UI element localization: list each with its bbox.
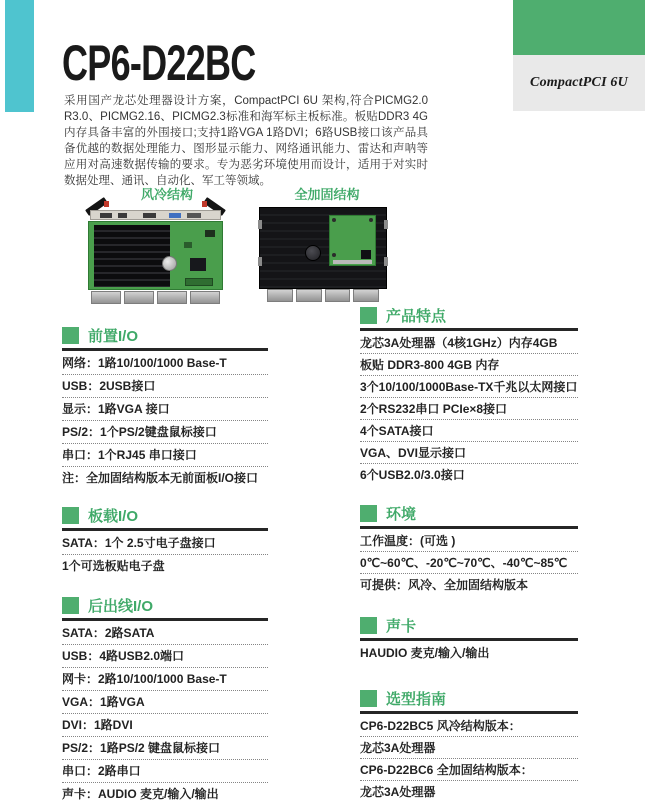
section-environment xyxy=(360,503,578,596)
section-title: 环境 xyxy=(386,505,417,523)
spec-row: SATA：2路SATA xyxy=(62,622,268,645)
section-bullet-icon xyxy=(360,505,377,522)
pcb-window xyxy=(329,215,376,266)
spec-row: DVI：1路DVI xyxy=(62,714,268,737)
section-title: 声卡 xyxy=(386,617,417,635)
coin-battery xyxy=(162,256,177,271)
rugged-board-photo xyxy=(259,207,387,302)
section-rear-io xyxy=(62,595,268,806)
air-cooled-board-photo xyxy=(83,196,228,304)
spec-row: 网卡：2路10/100/1000 Base-T xyxy=(62,668,268,691)
heatsink xyxy=(94,225,170,287)
spec-row: 3个10/100/1000Base-TX千兆以太网接口 xyxy=(360,376,578,398)
spec-row: 龙芯3A处理器 xyxy=(360,785,436,799)
spec-row: 龙芯3A处理器（4核1GHz）内存4GB xyxy=(360,332,578,354)
backplane-connectors xyxy=(267,289,379,302)
section-selection-guide xyxy=(360,688,578,803)
spec-row: VGA：1路VGA xyxy=(62,691,268,714)
spec-row: USB：2USB接口 xyxy=(62,375,268,398)
section-title: 板载I/O xyxy=(88,507,139,525)
spec-row: 串口：1个RJ45 串口接口 xyxy=(62,444,268,467)
spec-row: PS/2：1路PS/2 键盘鼠标接口 xyxy=(62,737,268,760)
section-title: 前置I/O xyxy=(88,327,139,345)
section-title: 产品特点 xyxy=(386,307,447,325)
spec-row: PS/2：1个PS/2键盘鼠标接口 xyxy=(62,421,268,444)
backplane-connectors xyxy=(91,291,220,304)
chip xyxy=(190,258,206,271)
memory-slot xyxy=(185,278,213,286)
spec-row: 声卡：AUDIO 麦克/输入/输出 xyxy=(62,787,219,801)
spec-row: SATA：1个 2.5寸电子盘接口 xyxy=(62,532,268,555)
section-divider xyxy=(360,711,578,714)
front-panel xyxy=(90,210,221,220)
spec-row: VGA、DVI显示接口 xyxy=(360,442,578,464)
section-divider xyxy=(360,328,578,331)
section-bullet-icon xyxy=(360,307,377,324)
spec-row: 显示：1路VGA 接口 xyxy=(62,398,268,421)
section-bullet-icon xyxy=(360,690,377,707)
battery-cover xyxy=(305,245,321,261)
form-factor-badge xyxy=(513,55,645,111)
spec-row: 龙芯3A处理器 xyxy=(360,737,578,759)
spec-row: CP6-D22BC5 风冷结构版本： xyxy=(360,715,578,737)
section-divider xyxy=(62,528,268,531)
badge-label: CompactPCI 6U xyxy=(530,75,628,90)
section-bullet-icon xyxy=(62,507,79,524)
section-bullet-icon xyxy=(62,327,79,344)
section-onboard-io xyxy=(62,505,268,578)
spec-row: 板贴 DDR3-800 4GB 内存 xyxy=(360,354,578,376)
section-divider xyxy=(62,348,268,351)
spec-row: 可提供：风冷、全加固结构版本 xyxy=(360,578,529,592)
pcb xyxy=(88,221,223,290)
rugged-label: 全加固结构 xyxy=(294,187,360,202)
section-sound xyxy=(360,615,578,664)
spec-row: 注：全加固结构版本无前面板I/O接口 xyxy=(62,471,259,485)
section-title: 后出线I/O xyxy=(88,597,154,615)
spec-row: HAUDIO 麦克/输入/输出 xyxy=(360,646,490,660)
spec-row: 0℃~60℃、-20℃~70℃、-40℃~85℃ xyxy=(360,552,578,574)
spec-row: 串口：2路串口 xyxy=(62,760,268,783)
section-divider xyxy=(360,638,578,641)
spec-row: 工作温度：(可选 ) xyxy=(360,530,578,552)
corner-banner xyxy=(513,0,645,111)
section-divider xyxy=(62,618,268,621)
page-title: CP6-D22BC xyxy=(62,35,256,91)
product-description: 采用国产龙芯处理器设计方案，CompactPCI 6U 架构,符合PICMG2.0 R3.0、PICMG2.16、PICMG2.3标准和海军标主板标准。板贴DDR3 4G内存具备丰富的外围接口;支持1路VGA 1路DVI；6路USB接口该产品具备优越的数据处理能力、图形显示能力、网络通讯能力、雷达和声呐等应用对高速数据传输的要求。专为恶劣环境使用而设计，适用于对实时数据处理、通讯、自动化、军工等领域。 xyxy=(64,95,428,187)
air-cooled-label: 风冷结构 xyxy=(140,187,194,202)
corner-green-block xyxy=(513,0,645,55)
spec-row: CP6-D22BC6 全加固结构版本： xyxy=(360,759,578,781)
teal-accent-block xyxy=(5,0,34,112)
spec-row: USB：4路USB2.0端口 xyxy=(62,645,268,668)
spec-row: 6个USB2.0/3.0接口 xyxy=(360,468,465,482)
spec-row: 2个RS232串口 PCIe×8接口 xyxy=(360,398,578,420)
section-front-io xyxy=(62,325,268,490)
section-bullet-icon xyxy=(360,617,377,634)
section-title: 选型指南 xyxy=(386,690,447,708)
rugged-cover xyxy=(259,207,387,289)
spec-row: 4个SATA接口 xyxy=(360,420,578,442)
section-divider xyxy=(360,526,578,529)
section-features xyxy=(360,305,578,486)
spec-row: 网络：1路10/100/1000 Base-T xyxy=(62,352,268,375)
section-bullet-icon xyxy=(62,597,79,614)
spec-row: 1个可选板贴电子盘 xyxy=(62,559,165,573)
vga-connector xyxy=(169,213,181,218)
